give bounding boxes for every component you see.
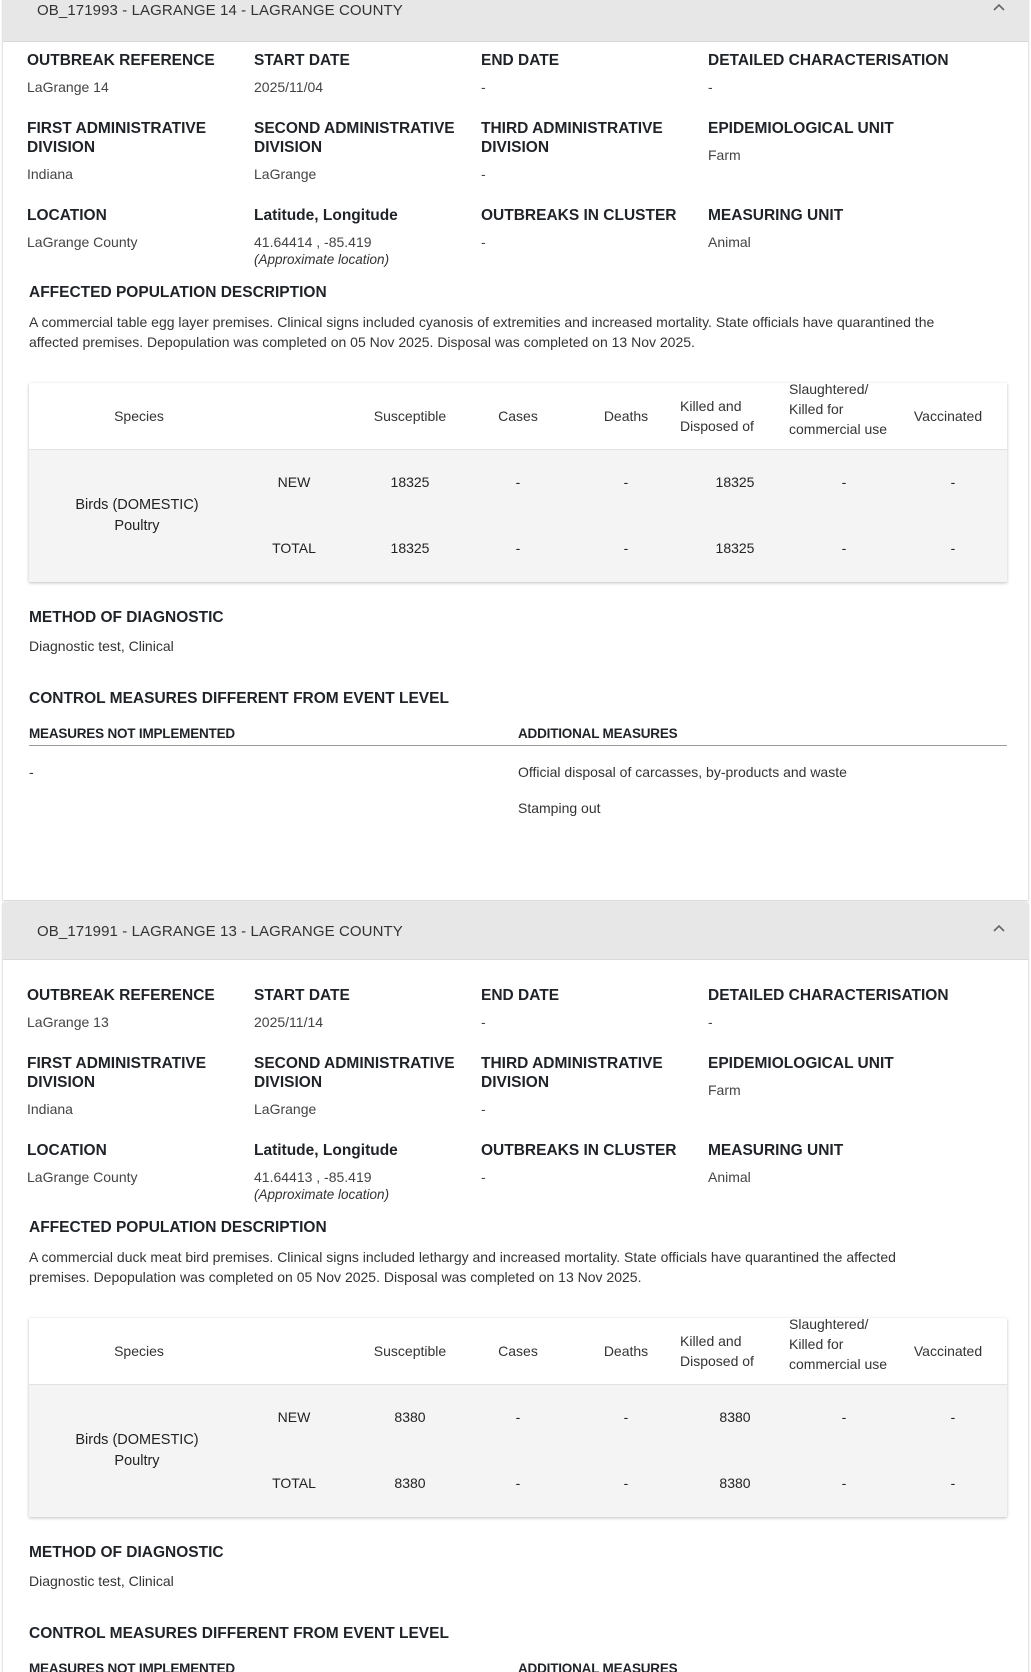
outbreak-title: OB_171993 - LAGRANGE 14 - LAGRANGE COUNTY	[37, 2, 403, 19]
diagnostic-value: Diagnostic test, Clinical	[29, 638, 174, 654]
outbreak-panel	[3, 0, 1028, 900]
field-value: Animal	[708, 234, 751, 250]
field-start-date	[254, 51, 484, 96]
field-outbreak-reference	[27, 986, 257, 1031]
additional-measures-title: ADDITIONAL MEASURES	[518, 726, 678, 741]
field-label: END DATE	[481, 987, 560, 1004]
chevron-up-icon[interactable]	[990, 0, 1008, 17]
field-outbreaks-in-cluster	[481, 206, 711, 251]
row-label-total: TOTAL	[272, 540, 316, 556]
field-value: Farm	[708, 1082, 741, 1098]
field-detailed-characterisation	[708, 986, 968, 1031]
field-start-date	[254, 986, 484, 1031]
col-species: Species	[114, 1343, 164, 1359]
field-value: -	[708, 79, 713, 95]
cell-vaccinated: -	[950, 1475, 956, 1491]
field-label: EPIDEMIOLOGICAL UNIT	[708, 120, 894, 137]
divider	[29, 745, 1007, 746]
cell-deaths: -	[623, 540, 629, 556]
field-second-admin	[254, 1054, 469, 1118]
cell-susceptible: 8380	[394, 1475, 426, 1491]
approximate-location-note: (Approximate location)	[254, 252, 390, 267]
field-value: Indiana	[27, 166, 73, 182]
field-label: FIRST ADMINISTRATIVE DIVISION	[27, 1055, 207, 1091]
cell-cases: -	[515, 540, 521, 556]
field-lat-lon	[254, 206, 484, 269]
col-vaccinated: Vaccinated	[913, 408, 983, 424]
col-killed-disposed: Killed and Disposed of	[680, 1333, 754, 1369]
field-measuring-unit	[708, 1141, 938, 1186]
field-lat-lon	[254, 1141, 484, 1204]
cell-deaths: -	[623, 1409, 629, 1425]
cell-susceptible: 8380	[394, 1409, 426, 1425]
row-label-new: NEW	[277, 1409, 311, 1425]
field-label: START DATE	[254, 987, 350, 1004]
field-label: SECOND ADMINISTRATIVE DIVISION	[254, 120, 455, 156]
field-label: DETAILED CHARACTERISATION	[708, 987, 949, 1004]
field-label: DETAILED CHARACTERISATION	[708, 52, 949, 69]
field-value: -	[708, 1014, 713, 1030]
cell-slaughtered: -	[841, 540, 847, 556]
species-name-line: Poultry	[114, 1453, 160, 1469]
field-value: -	[481, 234, 486, 250]
col-susceptible: Susceptible	[373, 408, 447, 424]
field-value: LaGrange	[254, 166, 317, 182]
cell-cases: -	[515, 474, 521, 490]
field-detailed-characterisation	[708, 51, 968, 96]
field-value: Animal	[708, 1169, 751, 1185]
field-third-admin	[481, 119, 681, 183]
cell-deaths: -	[623, 1475, 629, 1491]
col-vaccinated: Vaccinated	[913, 1343, 983, 1359]
field-label: MEASURING UNIT	[708, 1142, 844, 1159]
field-value: 2025/11/04	[254, 79, 324, 95]
col-deaths: Deaths	[603, 408, 649, 424]
field-epidemiological-unit	[708, 119, 968, 164]
outbreak-panel	[3, 903, 1028, 1672]
additional-measure-item: Stamping out	[518, 800, 601, 816]
field-epidemiological-unit	[708, 1054, 968, 1099]
field-label: LOCATION	[27, 1142, 107, 1159]
outbreak-details	[27, 960, 1011, 1200]
field-measuring-unit	[708, 206, 938, 251]
cell-slaughtered: -	[841, 474, 847, 490]
species-table	[29, 1318, 1007, 1517]
field-value: LaGrange County	[27, 234, 138, 250]
field-label: SECOND ADMINISTRATIVE DIVISION	[254, 1055, 455, 1091]
affected-population-description: A commercial table egg layer premises. Clinical signs included cyanosis of extremities and increased mortality. State officials have quarantined the affected premises. Depopulation was completed on 05 Nov 2025. Disposal was completed on 13 Nov 2025.	[29, 314, 935, 350]
col-slaughtered: Slaughtered/ Killed for commercial use	[789, 1318, 888, 1372]
row-label-new: NEW	[277, 474, 311, 490]
field-value: -	[481, 1014, 486, 1030]
field-value: 41.64413 , -85.419	[254, 1169, 372, 1185]
measure-not-implemented-item: -	[29, 764, 34, 780]
field-second-admin	[254, 119, 469, 183]
field-label: Latitude, Longitude	[254, 1142, 398, 1159]
field-value: LaGrange 13	[27, 1014, 109, 1030]
col-killed-disposed: Killed and Disposed of	[680, 398, 754, 434]
cell-killed: 18325	[715, 474, 755, 490]
col-cases: Cases	[498, 408, 538, 424]
col-slaughtered: Slaughtered/ Killed for commercial use	[789, 383, 888, 437]
species-table-body	[29, 1385, 1007, 1517]
col-susceptible: Susceptible	[373, 1343, 447, 1359]
field-location	[27, 206, 257, 251]
field-label: FIRST ADMINISTRATIVE DIVISION	[27, 120, 207, 156]
control-measures-title: CONTROL MEASURES DIFFERENT FROM EVENT LEVEL	[29, 690, 449, 707]
outbreak-title: OB_171991 - LAGRANGE 13 - LAGRANGE COUNTY	[37, 923, 403, 940]
field-label: OUTBREAK REFERENCE	[27, 52, 215, 69]
row-label-total: TOTAL	[272, 1475, 316, 1491]
field-value: Indiana	[27, 1101, 73, 1117]
approximate-location-note: (Approximate location)	[254, 1187, 390, 1202]
measures-not-implemented-title: MEASURES NOT IMPLEMENTED	[29, 1661, 235, 1672]
measures-not-implemented-title: MEASURES NOT IMPLEMENTED	[29, 726, 235, 741]
field-value: LaGrange 14	[27, 79, 109, 95]
field-value: -	[481, 1101, 486, 1117]
outbreak-panel-header[interactable]	[3, 903, 1028, 960]
field-value: -	[481, 166, 486, 182]
species-table	[29, 383, 1007, 582]
outbreak-details	[27, 42, 1011, 282]
cell-vaccinated: -	[950, 474, 956, 490]
field-value: Farm	[708, 147, 741, 163]
field-outbreak-reference	[27, 51, 257, 96]
field-value: 41.64414 , -85.419	[254, 234, 372, 250]
field-value: -	[481, 79, 486, 95]
affected-population-title: AFFECTED POPULATION DESCRIPTION	[29, 284, 327, 301]
field-value: -	[481, 1169, 486, 1185]
species-name-line: Birds (DOMESTIC)	[75, 1432, 199, 1448]
species-name-line: Birds (DOMESTIC)	[75, 497, 199, 513]
affected-population-title: AFFECTED POPULATION DESCRIPTION	[29, 1219, 327, 1236]
species-name-line: Poultry	[114, 518, 160, 534]
field-value: LaGrange County	[27, 1169, 138, 1185]
species-table-header	[29, 383, 1007, 450]
field-label: OUTBREAK REFERENCE	[27, 987, 215, 1004]
cell-slaughtered: -	[841, 1475, 847, 1491]
diagnostic-title: METHOD OF DIAGNOSTIC	[29, 609, 224, 626]
additional-measure-item: Official disposal of carcasses, by-products and waste	[518, 764, 847, 780]
field-value: 2025/11/14	[254, 1014, 324, 1030]
cell-cases: -	[515, 1475, 521, 1491]
col-deaths: Deaths	[603, 1343, 649, 1359]
diagnostic-title: METHOD OF DIAGNOSTIC	[29, 1544, 224, 1561]
species-name	[29, 495, 245, 537]
field-label: END DATE	[481, 52, 560, 69]
field-end-date	[481, 986, 711, 1031]
control-measures-title: CONTROL MEASURES DIFFERENT FROM EVENT LEVEL	[29, 1625, 449, 1642]
field-label: MEASURING UNIT	[708, 207, 844, 224]
field-label: OUTBREAKS IN CLUSTER	[481, 1142, 677, 1159]
cell-vaccinated: -	[950, 540, 956, 556]
field-label: START DATE	[254, 52, 350, 69]
species-table-body	[29, 450, 1007, 582]
outbreak-panel-header[interactable]	[3, 0, 1028, 42]
cell-vaccinated: -	[950, 1409, 956, 1425]
species-table-header	[29, 1318, 1007, 1385]
cell-cases: -	[515, 1409, 521, 1425]
species-name	[29, 1430, 245, 1472]
cell-slaughtered: -	[841, 1409, 847, 1425]
cell-deaths: -	[623, 474, 629, 490]
col-species: Species	[114, 408, 164, 424]
cell-susceptible: 18325	[390, 540, 430, 556]
field-location	[27, 1141, 257, 1186]
field-end-date	[481, 51, 711, 96]
field-label: Latitude, Longitude	[254, 207, 398, 224]
field-first-admin	[27, 119, 227, 183]
cell-killed: 18325	[715, 540, 755, 556]
col-cases: Cases	[498, 1343, 538, 1359]
chevron-up-icon[interactable]	[990, 920, 1008, 938]
field-first-admin	[27, 1054, 227, 1118]
affected-population-description: A commercial duck meat bird premises. Clinical signs included lethargy and increased mortality. State officials have quarantined the affected premises. Depopulation was completed on 05 Nov 2025. Disposal was completed on 13 Nov 2025.	[29, 1249, 896, 1285]
cell-killed: 8380	[719, 1409, 751, 1425]
field-label: OUTBREAKS IN CLUSTER	[481, 207, 677, 224]
field-label: LOCATION	[27, 207, 107, 224]
diagnostic-value: Diagnostic test, Clinical	[29, 1573, 174, 1589]
cell-killed: 8380	[719, 1475, 751, 1491]
field-value: LaGrange	[254, 1101, 317, 1117]
field-label: THIRD ADMINISTRATIVE DIVISION	[481, 120, 663, 156]
cell-susceptible: 18325	[390, 474, 430, 490]
field-label: THIRD ADMINISTRATIVE DIVISION	[481, 1055, 663, 1091]
field-outbreaks-in-cluster	[481, 1141, 711, 1186]
field-third-admin	[481, 1054, 681, 1118]
additional-measures-title: ADDITIONAL MEASURES	[518, 1661, 678, 1672]
field-label: EPIDEMIOLOGICAL UNIT	[708, 1055, 894, 1072]
